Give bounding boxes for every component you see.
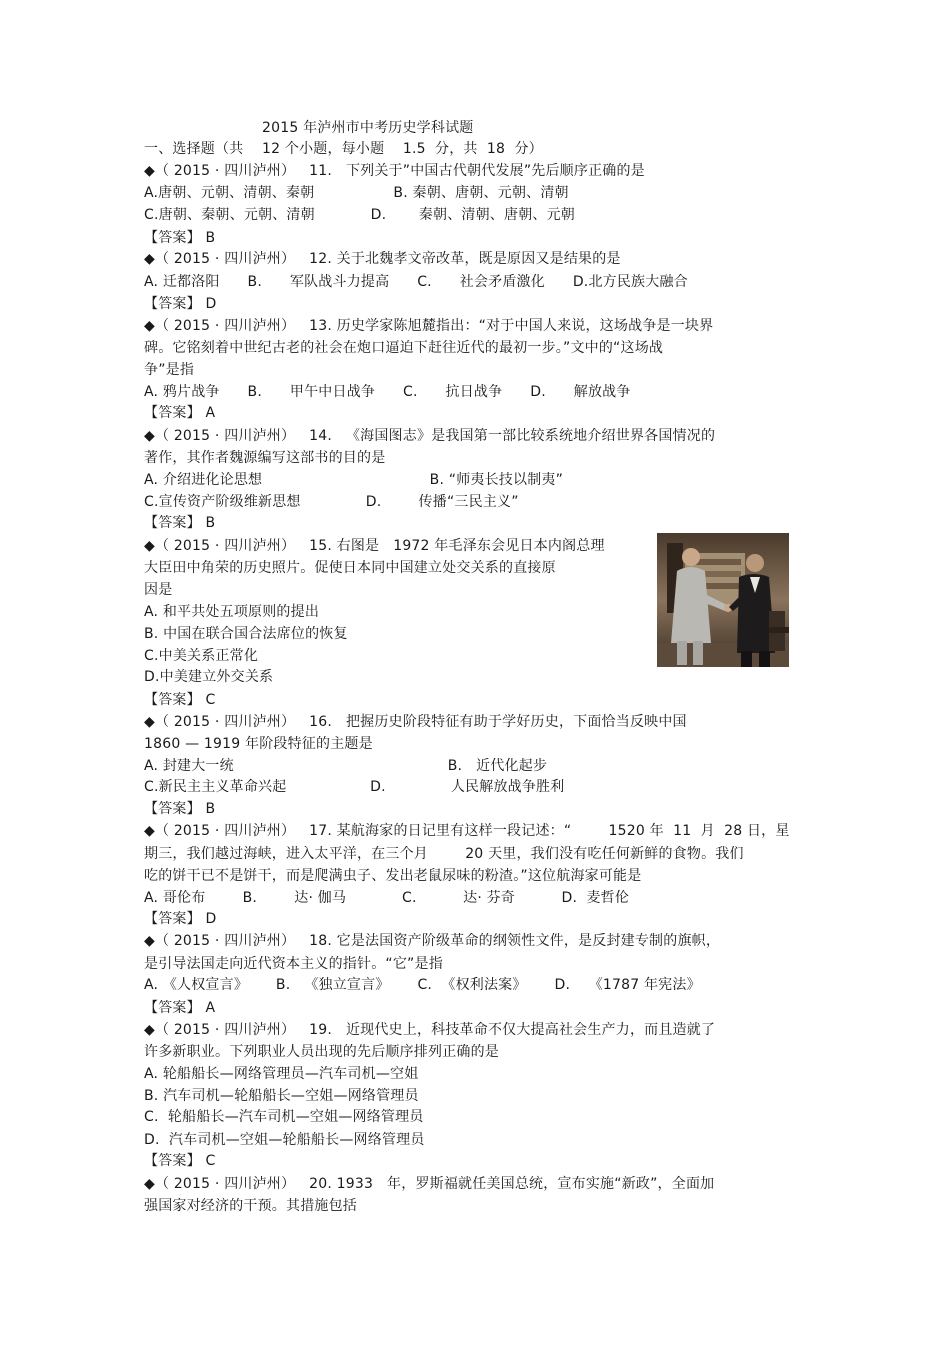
photo-illustration bbox=[657, 533, 789, 667]
question-14-stem: ◆（ 2015 · 四川泸州） 14. 《海国图志》是我国第一部比较系统地介绍世界各国情况的 bbox=[144, 428, 716, 444]
question-15-option-a: A. 和平共处五项原则的提出 bbox=[144, 604, 320, 620]
question-18-options: A. 《人权宣言》 B. 《独立宣言》 C. 《权利法案》 D. 《1787 年宪法》 bbox=[144, 977, 701, 993]
question-13-stem: ◆（ 2015 · 四川泸州） 13. 历史学家陈旭麓指出：“对于中国人来说，这场战争是一块界 bbox=[144, 318, 714, 334]
question-19-answer: 【答案】 C bbox=[144, 1153, 216, 1169]
section-heading: 一、选择题（共 12 个小题，每小题 1.5 分，共 18 分） bbox=[144, 141, 543, 157]
page-title: 2015 年泸州市中考历史学科试题 bbox=[262, 120, 474, 136]
question-18-answer: 【答案】 A bbox=[144, 1000, 216, 1016]
question-17-stem: 吃的饼干已不是饼干，而是爬满虫子、发出老鼠尿味的粉渣。”这位航海家可能是 bbox=[144, 868, 642, 884]
question-19-option-c: C. 轮船船长—汽车司机—空姐—网络管理员 bbox=[144, 1109, 424, 1125]
question-19-stem: ◆（ 2015 · 四川泸州） 19. 近现代史上，科技革命不仅大提高社会生产力，而且造就了 bbox=[144, 1022, 716, 1038]
question-17-options: A. 哥伦布 B. 达· 伽马 C. 达· 芬奇 D. 麦哲伦 bbox=[144, 890, 630, 906]
question-14-options: A. 介绍进化论思想 B. “师夷长技以制夷” bbox=[144, 472, 564, 488]
question-19-stem: 许多新职业。下列职业人员出现的先后顺序排列正确的是 bbox=[144, 1044, 499, 1060]
question-18-stem: 是引导法国走向近代资本主义的指针。“它”是指 bbox=[144, 956, 443, 972]
question-13-options: A. 鸦片战争 B. 甲午中日战争 C. 抗日战争 D. 解放战争 bbox=[144, 384, 631, 400]
question-16-options: A. 封建大一统 B. 近代化起步 bbox=[144, 758, 548, 774]
question-17-answer: 【答案】 D bbox=[144, 911, 217, 927]
question-15-stem: ◆（ 2015 · 四川泸州） 15. 右图是 1972 年毛泽东会见日本内阁总理 bbox=[144, 538, 605, 554]
question-15-option-d: D.中美建立外交关系 bbox=[144, 669, 274, 685]
question-20-stem: 强国家对经济的干预。其措施包括 bbox=[144, 1198, 357, 1214]
question-12-stem: ◆（ 2015 · 四川泸州） 12. 关于北魏孝文帝改革，既是原因又是结果的是 bbox=[144, 251, 621, 267]
question-13-stem: 碑。它铭刻着中世纪古老的社会在炮口逼迫下赶往近代的最初一步。”文中的“这场战 bbox=[144, 340, 664, 356]
question-17-stem: 期三，我们越过海峡，进入太平洋，在三个月 20 天里，我们没有吃任何新鲜的食物。我们 bbox=[144, 846, 744, 862]
question-11-options: C.唐朝、秦朝、元朝、清朝 D. 秦朝、清朝、唐朝、元朝 bbox=[144, 207, 576, 223]
question-15-answer: 【答案】 C bbox=[144, 692, 216, 708]
question-14-stem: 著作，其作者魏源编写这部书的目的是 bbox=[144, 450, 386, 466]
question-11-answer: 【答案】 B bbox=[144, 230, 216, 246]
question-19-option-b: B. 汽车司机—轮船船长—空姐—网络管理员 bbox=[144, 1088, 419, 1104]
question-15-option-c: C.中美关系正常化 bbox=[144, 648, 259, 664]
question-19-option-a: A. 轮船船长—网络管理员—汽车司机—空姐 bbox=[144, 1066, 419, 1082]
question-16-stem: ◆（ 2015 · 四川泸州） 16. 把握历史阶段特征有助于学好历史，下面恰当反映中国 bbox=[144, 714, 687, 730]
question-12-answer: 【答案】 D bbox=[144, 296, 217, 312]
question-16-stem: 1860 — 1919 年阶段特征的主题是 bbox=[144, 736, 373, 752]
question-11-options: A.唐朝、元朝、清朝、秦朝 B. 秦朝、唐朝、元朝、清朝 bbox=[144, 185, 569, 201]
question-14-answer: 【答案】 B bbox=[144, 515, 216, 531]
question-11-stem: ◆（ 2015 · 四川泸州） 11. 下列关于”中国古代朝代发展”先后顺序正确的是 bbox=[144, 163, 645, 179]
question-17-stem: ◆（ 2015 · 四川泸州） 17. 某航海家的日记里有这样一段记述：“ 1520 年 11 月 28 日，星 bbox=[144, 823, 790, 839]
historical-photo bbox=[657, 533, 789, 667]
question-16-options: C.新民主主义革命兴起 D. 人民解放战争胜利 bbox=[144, 779, 565, 795]
question-15-stem: 因是 bbox=[144, 582, 173, 598]
question-12-options: A. 迁都洛阳 B. 军队战斗力提高 C. 社会矛盾激化 D.北方民族大融合 bbox=[144, 274, 688, 290]
question-16-answer: 【答案】 B bbox=[144, 801, 216, 817]
question-18-stem: ◆（ 2015 · 四川泸州） 18. 它是法国资产阶级革命的纲领性文件，是反封建专制的旗帜， bbox=[144, 933, 721, 949]
question-15-stem: 大臣田中角荣的历史照片。促使日本同中国建立处交关系的直接原 bbox=[144, 560, 556, 576]
question-15-option-b: B. 中国在联合国合法席位的恢复 bbox=[144, 626, 348, 642]
question-19-option-d: D. 汽车司机—空姐—轮船船长—网络管理员 bbox=[144, 1132, 425, 1148]
question-13-stem: 争”是指 bbox=[144, 362, 195, 378]
question-13-answer: 【答案】 A bbox=[144, 405, 216, 421]
question-14-options: C.宣传资产阶级维新思想 D. 传播“三民主义” bbox=[144, 494, 519, 510]
question-20-stem: ◆（ 2015 · 四川泸州） 20. 1933 年，罗斯福就任美国总统，宣布实施“新政”，全面加 bbox=[144, 1176, 715, 1192]
